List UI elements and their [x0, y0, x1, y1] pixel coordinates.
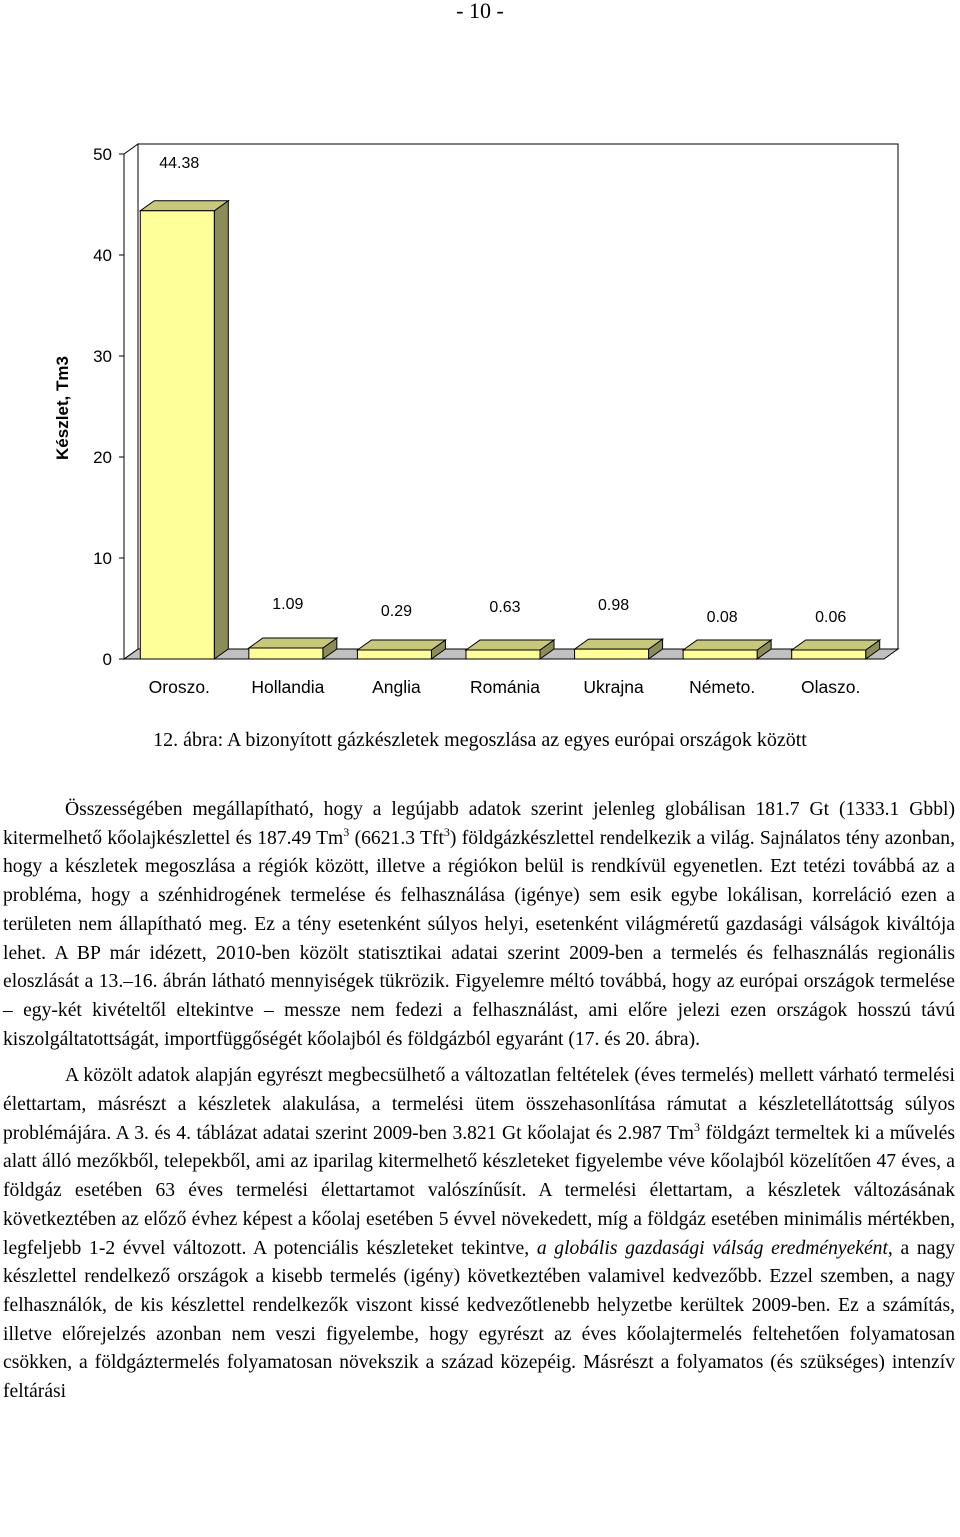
p2-italic-text: a globális gazdasági válság eredményeként: [536, 1237, 888, 1259]
chart-back-wall: [138, 144, 898, 649]
y-tick-label: 40: [93, 246, 112, 265]
bar: [683, 650, 757, 659]
y-tick-label: 30: [93, 347, 112, 366]
chart-walls: [124, 144, 898, 659]
chart-left-wall: [124, 144, 138, 659]
p2-text-b: földgázt termeltek ki a művelés alatt álló mezőkből, telepekből, ami az iparilag kitermelhető készleteket figyelembe véve kőolajból közelítően 47 éves, a földgáz esetében 63 éves termelési élettartamot valószínűsít. A termelési élettartam, a készletek változásának következtében az előző évhez képest a kőolaj esetében 5 évvel növekedett, míg a földgáz esetében minimális mértékben, legfeljebb 1-2 évvel változott. A potenciális készleteket tekintve,: [3, 1122, 955, 1259]
p2-text-c: , a nagy készlettel rendelkező országok a kisebb termelés (igény) következtében valamivel kedvezőbb. Ezzel szemben, a nagy felhasználók, de kis készlettel rendelkezők viszont kissé kedvezőtlenebb helyzetbe kerültek 2009-ben. Ez a számítás, illetve előrejelzés azonban nem veszi figyelembe, hogy egyrészt az éves kőolajtermelés feltehetően folyamatosan csökken, a földgáztermelés folyamatosan növekszik a század közepéig. Másrészt a folyamatos (és szükséges) intenzív feltárási: [3, 1237, 955, 1403]
bar: [249, 648, 323, 659]
data-label: 1.09: [272, 596, 304, 613]
bar-top: [792, 640, 880, 650]
p2-text-a: A közölt adatok alapján egyrészt megbecsülhető a változatlan feltételek (éves termelés) mellett várható termelési élettartam, másrészt a készletek alakulása, a termelési ütem összehasonlítása rámutat a készletellátottság súlyos problémájára. A 3. és 4. táblázat adatai szerint 2009-ben 3.821 Gt kőolajat és 2.987 Tm: [3, 1065, 955, 1144]
p1-superscript-a: 3: [343, 824, 350, 839]
y-axis-label: Készlet, Tm3: [53, 356, 72, 460]
x-tick-label: Hollandia: [251, 677, 325, 697]
x-tick-label: Olaszo.: [801, 677, 861, 697]
x-tick-label: Németo.: [689, 677, 756, 697]
data-label: 0.08: [706, 609, 738, 626]
bar: [792, 650, 866, 659]
p2-superscript-a: 3: [694, 1119, 701, 1134]
y-tick-label: 20: [93, 448, 112, 467]
bar-side: [214, 201, 228, 659]
x-tick-label: Anglia: [372, 677, 421, 697]
data-label: 0.29: [380, 603, 412, 620]
bar-top: [140, 201, 228, 211]
bar-top: [575, 639, 663, 649]
p1-text-b: (6621.3 Tft: [349, 827, 444, 849]
y-axis-ticks: [93, 145, 112, 669]
p1-text-a: Összességében megállapítható, hogy a legújabb adatok szerint jelenleg globálisan 181.7 Gt (1333.1 Gbbl) kitermelhető kőolajkészlettel és 187.49 Tm: [3, 799, 955, 849]
x-tick-label: Oroszo.: [148, 677, 210, 697]
p1-text-c: ) földgázkészlettel rendelkezik a világ. Sajnálatos tény azonban, hogy a készletek megoszlása a régiók között, illetve a régiókon belül is rendkívül egyenetlen. Ezt tetézi továbbá az a probléma, hogy a szénhidrogének termelése és felhasználása (igénye) sem esik egybe lokálisan, korreláció ezen a területen nem állapítható meg. Ez a tény esetenként súlyos helyi, esetenként világméretű gazdasági válságok kiváltója lehet. A BP már idézett, 2010-ben közölt statisztikai adatai szerint 2009-ben a termelés és felhasználás regionális eloszlását a 13.–16. ábrán látható mennyiségek tükrözik. Figyelemre méltó továbbá, hogy az európai országok termelése – egy-két kivételtől eltekintve – messze nem fedezi a felhasználást, ami előre jelezi ezen országok hosszú távú kiszolgáltatottságát, importfüggőségét kőolajból és földgázból egyaránt (17. és 20. ábra).: [3, 827, 955, 1050]
data-label: 44.38: [159, 155, 200, 172]
bar: [575, 649, 649, 659]
paragraph-2: [3, 1062, 955, 1406]
chart-gridlines: [119, 154, 124, 659]
body-text: [3, 796, 955, 1407]
figure-caption: 12. ábra: A bizonyított gázkészletek megoszlása az egyes európai országok között: [153, 729, 807, 751]
bar-chart: [0, 130, 960, 710]
data-label: 0.06: [815, 609, 847, 626]
bar-top: [357, 640, 445, 650]
bar: [466, 650, 540, 659]
data-label: 0.63: [489, 599, 521, 616]
x-tick-label: Ukrajna: [583, 677, 644, 697]
bar-top: [683, 640, 771, 650]
paragraph-1: [3, 796, 955, 1054]
y-tick-label: 50: [93, 145, 112, 164]
bar-top: [249, 638, 337, 648]
page-number: - 10 -: [456, 0, 504, 23]
bar-top: [466, 640, 554, 650]
y-tick-label: 0: [102, 650, 112, 669]
data-label: 0.98: [598, 597, 630, 614]
y-tick-label: 10: [93, 549, 112, 568]
p1-superscript-b: 3: [443, 824, 450, 839]
bar: [140, 211, 214, 659]
x-tick-label: Románia: [469, 677, 541, 697]
x-axis-labels: [149, 677, 861, 697]
bar: [357, 650, 431, 659]
